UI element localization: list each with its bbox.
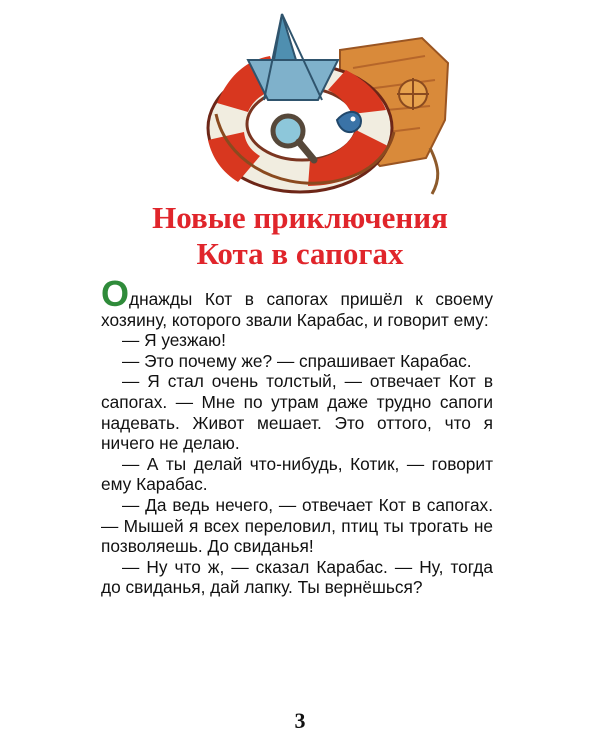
paper-boat-icon	[248, 14, 338, 100]
story-title-line-1: Новые приключения	[152, 200, 448, 235]
drop-cap-letter: О	[101, 273, 130, 314]
story-title	[0, 200, 600, 272]
story-title-line-2: Кота в сапогах	[196, 236, 404, 271]
chapter-illustration	[190, 8, 460, 200]
story-paragraph-1-text: днажды Кот в сапогах пришёл к своему хозяину, которого звали Карабас, и говорит ему:	[101, 289, 493, 330]
story-paragraph-3: — Это почему же? — спрашивает Карабас.	[122, 350, 472, 371]
story-paragraph-2: — Я уезжаю!	[122, 330, 226, 351]
story-paragraph-4: — Я стал очень толстый, — отвечает Кот в сапогах. — Мне по утрам даже трудно сапоги надевать. Живот мешает. Это оттого, что я ничего не делаю.	[101, 371, 493, 454]
story-paragraph-6: — Да ведь нечего, — отвечает Кот в сапогах. — Мышей я всех переловил, птиц ты трогать не позволяешь. До свиданья!	[101, 494, 493, 557]
story-text	[101, 273, 493, 598]
page-number: 3	[294, 708, 306, 733]
story-paragraph-5: — А ты делай что-нибудь, Котик, — говорит ему Карабас.	[101, 453, 493, 495]
story-paragraph-1	[101, 273, 493, 330]
story-paragraph-7: — Ну что ж, — сказал Карабас. — Ну, тогда до свиданья, дай лапку. Ты вернёшься?	[101, 556, 493, 598]
